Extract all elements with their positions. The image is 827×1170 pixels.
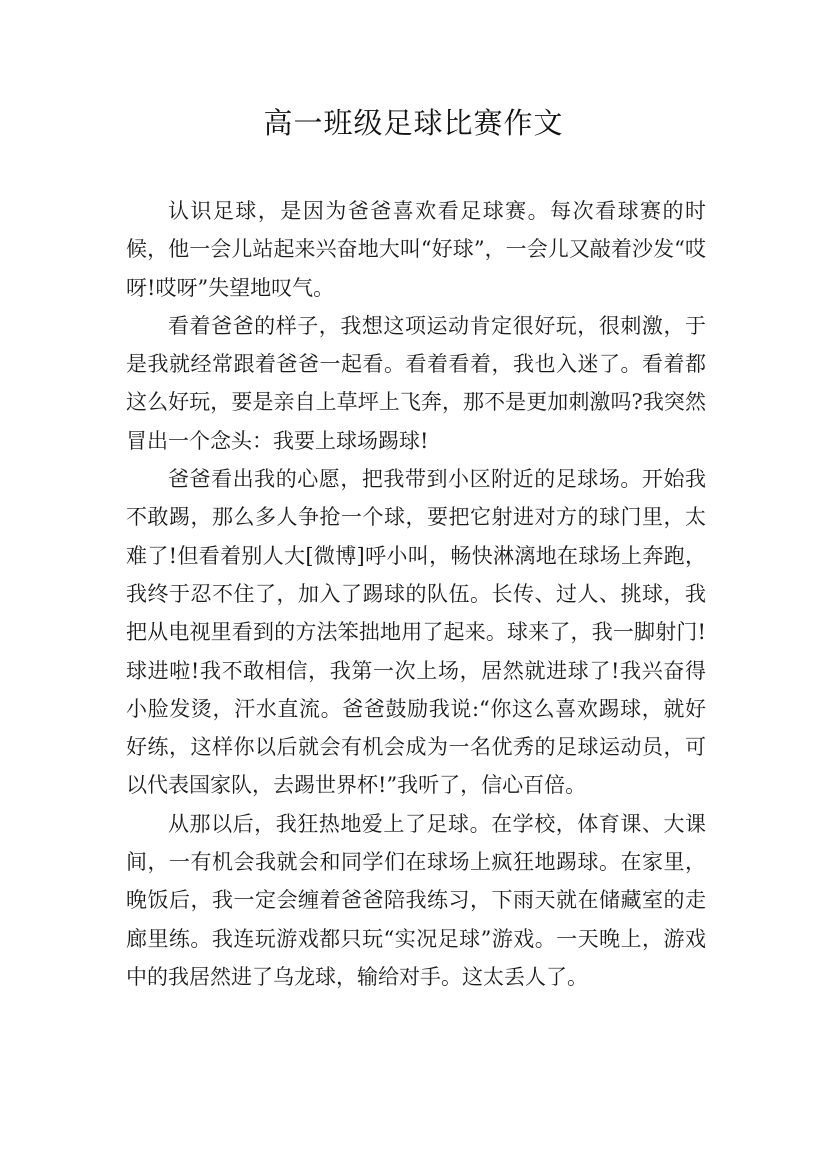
paragraph-2: 看着爸爸的样子，我想这项运动肯定很好玩，很刺激，于是我就经常跟着爸爸一起看。看着看着，我也入迷了。看着都这么好玩，要是亲自上草坪上飞奔，那不是更加刺激吗?我突然冒出一个念头：我要上球场踢球! xyxy=(126,313,706,453)
paragraph-3: 爸爸看出我的心愿，把我带到小区附近的足球场。开始我不敢踢，那么多人争抢一个球，要把它射进对方的球门里，太难了!但看着别人大[微博]呼小叫，畅快淋漓地在球场上奔跑，我终于忍不住了，加入了踢球的队伍。长传、过人、挑球，我把从电视里看到的方法笨拙地用了起来。球来了，我一脚射门!球进啦!我不敢相信，我第一次上场，居然就进球了!我兴奋得小脸发烫，汗水直流。爸爸鼓励我说:“你这么喜欢踢球，就好好练，这样你以后就会有机会成为一名优秀的足球运动员，可以代表国家队，去踢世界杯!”我听了，信心百倍。 xyxy=(126,467,706,798)
document-body xyxy=(126,192,706,996)
paragraph-1: 认识足球，是因为爸爸喜欢看足球赛。每次看球赛的时候，他一会儿站起来兴奋地大叫“好球”，一会儿又敲着沙发“哎呀!哎呀”失望地叹气。 xyxy=(126,199,706,300)
document-title: 高一班级足球比赛作文 xyxy=(263,106,564,140)
paragraph-4: 从那以后，我狂热地爱上了足球。在学校，体育课、大课间，一有机会我就会和同学们在球场上疯狂地踢球。在家里，晚饭后，我一定会缠着爸爸陪我练习，下雨天就在储藏室的走廊里练。我连玩游戏都只玩“实况足球”游戏。一天晚上，游戏中的我居然进了乌龙球，输给对手。这太丢人了。 xyxy=(126,811,706,989)
